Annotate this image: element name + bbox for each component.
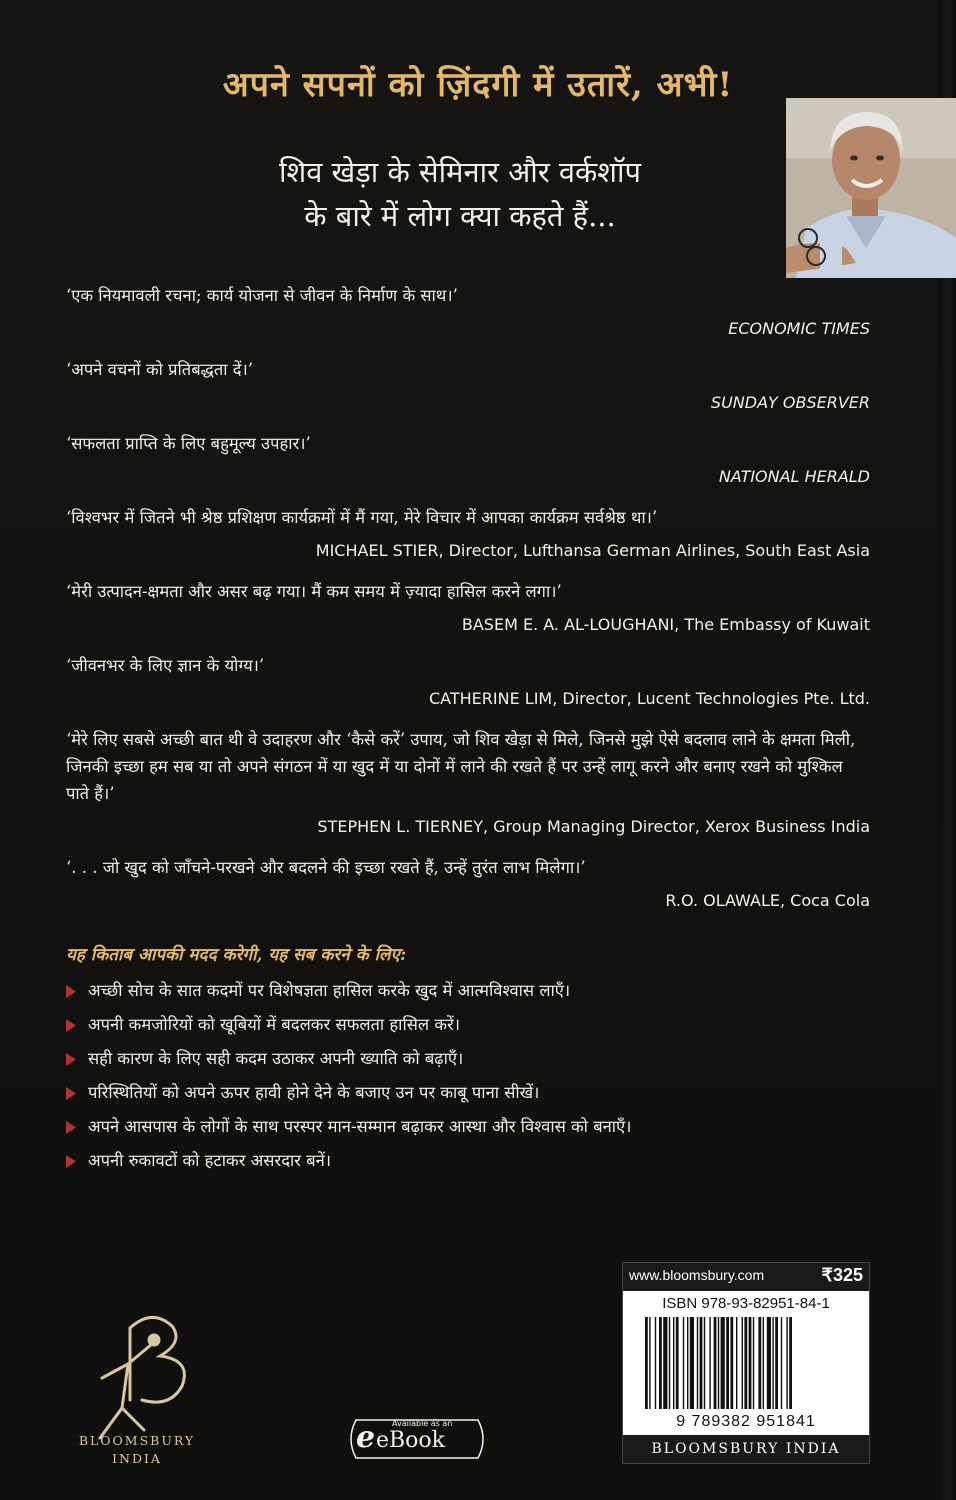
list-item (66, 1078, 866, 1112)
barcode-number: 9 789382 951841 (676, 1413, 816, 1430)
quote-text: ‘विश्वभर में जितने भी श्रेष्ठ प्रशिक्षण कार्यक्रमों में मैं गया, मेरे विचार में आपका कार्यक्रम सर्वश्रेष्ठ था।’ (66, 508, 658, 527)
quote-text: ‘अपने वचनों को प्रतिबद्धता दें।’ (66, 360, 253, 379)
benefit-text: अच्छी सोच के सात कदमों पर विशेषज्ञता हासिल करके खुद में आत्मविश्वास लाएँ। (88, 981, 571, 1000)
price: ₹325 (821, 1265, 863, 1285)
attribution-name: SUNDAY OBSERVER (710, 393, 870, 412)
quote-text: ‘मेरे लिए सबसे अच्छी बात थी वे उदाहरण और ‘कैसे करें’ उपाय, जो शिव खेड़ा से मिले, जिनसे मुझे ऐसे बदलाव लाने के क्षमता मिली, जिनकी इच्छा हम सब या तो अपने संगठन में या खुद में या दोनों में लाने की रखते हैं पर उन्हें लागू करने और बनाए रखने को मुश्किल पाते हैं।’ (66, 730, 856, 803)
quote-attribution (66, 889, 870, 913)
quote-attribution (66, 317, 870, 341)
testimonials (66, 282, 870, 928)
benefit-text: परिस्थितियों को अपने ऊपर हावी होने देने के बजाए उन पर काबू पाना सीखें। (88, 1083, 540, 1102)
quote-text: ‘. . . जो खुद को जाँचने-परखने और बदलने की इच्छा रखते हैं, उन्हें तुरंत लाभ मिलेगा।’ (66, 858, 586, 877)
quote-text: ‘जीवनभर के लिए ज्ञान के योग्य।’ (66, 656, 265, 675)
benefit-text: अपनी रुकावटों को हटाकर असरदार बनें। (88, 1151, 332, 1170)
subheading-line-1: शिव खेड़ा के सेमिनार और वर्कशॉप (278, 155, 642, 189)
attribution-name: BASEM E. A. AL-LOUGHANI (461, 615, 675, 634)
publisher-logo-text (72, 1432, 202, 1468)
list-item (66, 1112, 866, 1146)
publisher-url: www.bloomsbury.com (629, 1267, 765, 1283)
attribution-org: , Director, Lufthansa German Airlines, South East Asia (438, 541, 870, 560)
subheading-line-2: के बारे में लोग क्या कहते हैं... (304, 199, 616, 233)
list-item (66, 1044, 866, 1078)
logo-line-1: BLOOMSBURY (78, 1433, 196, 1448)
attribution-name: NATIONAL HERALD (718, 467, 870, 486)
testimonial (66, 854, 870, 913)
attribution-name: STEPHEN L. TIERNEY (317, 817, 483, 836)
bullet-icon (66, 1155, 76, 1168)
attribution-org: , Director, Lucent Technologies Pte. Ltd. (552, 689, 870, 708)
quote-attribution (66, 391, 870, 415)
bullet-icon (66, 1121, 76, 1134)
benefit-text: अपनी कमजोरियों को खूबियों में बदलकर सफलता हासिल करें। (88, 1015, 460, 1034)
barcode-icon (641, 1317, 851, 1417)
attribution-name: ECONOMIC TIMES (728, 319, 870, 338)
bullet-icon (66, 1087, 76, 1100)
ebook-label: eBook (376, 1428, 446, 1453)
quote-text: ‘सफलता प्राप्ति के लिए बहुमूल्य उपहार।’ (66, 434, 311, 453)
testimonial (66, 282, 870, 341)
attribution-org: , The Embassy of Kuwait (674, 615, 870, 634)
headline: अपने सपनों को ज़िंदगी में उतारें, अभी! (222, 65, 734, 105)
list-item (66, 1146, 866, 1180)
testimonial (66, 430, 870, 489)
quote-text: ‘मेरी उत्पादन-क्षमता और असर बढ़ गया। मैं कम समय में ज़्यादा हासिल करने लगा।’ (66, 582, 562, 601)
isbn: ISBN 978-93-82951-84-1 (662, 1295, 830, 1312)
publisher-footer: BLOOMSBURY INDIA (623, 1435, 869, 1463)
quote-attribution (66, 539, 870, 563)
testimonial (66, 356, 870, 415)
logo-line-2: INDIA (112, 1451, 162, 1466)
bullet-icon (66, 1053, 76, 1066)
barcode-header (623, 1263, 869, 1291)
bullet-icon (66, 1019, 76, 1032)
benefit-text: सही कारण के लिए सही कदम उठाकर अपनी ख्याति को बढ़ाएँ। (88, 1049, 464, 1068)
benefits-list (66, 976, 866, 1180)
bullet-icon (66, 985, 76, 998)
testimonial (66, 578, 870, 637)
benefits-title: यह किताब आपकी मदद करेगी, यह सब करने के लिए: (66, 945, 407, 965)
quote-attribution (66, 465, 870, 489)
attribution-org: , Coca Cola (779, 891, 870, 910)
quote-attribution (66, 687, 870, 711)
author-photo-illustration (786, 98, 956, 278)
quote-text: ‘एक नियमावली रचना; कार्य योजना से जीवन के निर्माण के साथ।’ (66, 286, 458, 305)
benefit-text: अपने आसपास के लोगों के साथ परस्पर मान-सम्मान बढ़ाकर आस्था और विश्वास को बनाएँ। (88, 1117, 632, 1136)
subheading (220, 150, 700, 238)
author-photo (786, 98, 956, 278)
testimonial (66, 504, 870, 563)
barcode-panel (622, 1262, 870, 1464)
quote-attribution (66, 613, 870, 637)
attribution-name: MICHAEL STIER (315, 541, 439, 560)
attribution-name: CATHERINE LIM (429, 689, 553, 708)
attribution-name: R.O. OLAWALE (665, 891, 780, 910)
ebook-e-letter: e (356, 1420, 376, 1455)
testimonial (66, 726, 870, 839)
list-item (66, 1010, 866, 1044)
testimonial (66, 652, 870, 711)
list-item (66, 976, 866, 1010)
quote-attribution (66, 815, 870, 839)
ebook-available-text: Available as an (392, 1419, 453, 1428)
attribution-org: , Group Managing Director, Xerox Business India (482, 817, 870, 836)
